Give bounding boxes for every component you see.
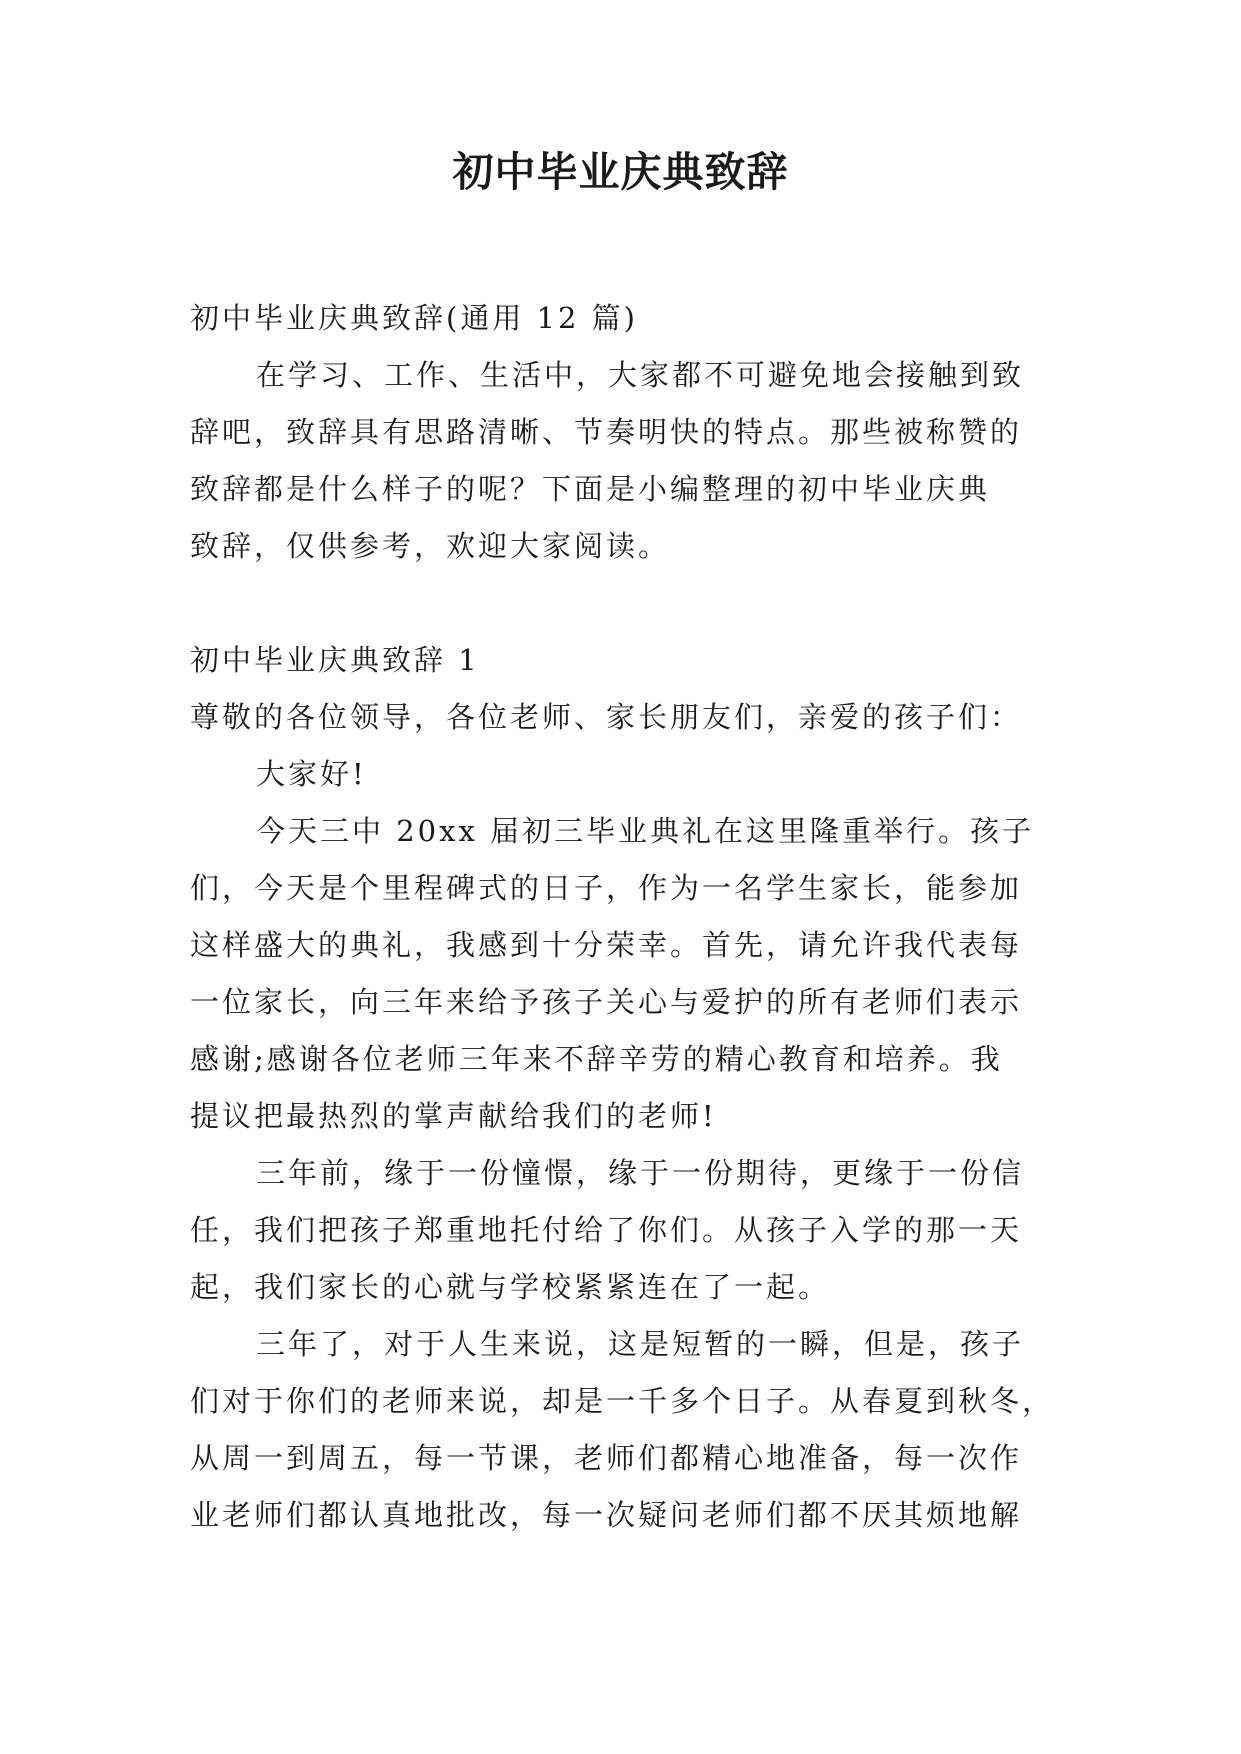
text-line: 们，今天是个里程碑式的日子，作为一名学生家长，能参加 (190, 871, 1023, 905)
text-line: 感谢;感谢各位老师三年来不辞辛劳的精心教育和培养。我 (190, 1042, 1003, 1076)
document-title: 初中毕业庆典致辞 (452, 148, 789, 196)
paragraph-spacer (190, 575, 1050, 632)
paragraph-1 (190, 803, 1050, 1145)
text-line: 三年前，缘于一份憧憬，缘于一份期待，更缘于一份信 (256, 1156, 1025, 1190)
section-heading: 初中毕业庆典致辞 1 (190, 643, 480, 677)
text-line: 辞吧，致辞具有思路清晰、节奏明快的特点。那些被称赞的 (190, 415, 1023, 449)
text-line: 提议把最热烈的掌声献给我们的老师! (190, 1099, 717, 1133)
text-line: 这样盛大的典礼，我感到十分荣幸。首先，请允许我代表每 (190, 928, 1023, 962)
document-subtitle: 初中毕业庆典致辞(通用 12 篇) (190, 301, 638, 335)
text-line: 一位家长，向三年来给予孩子关心与爱护的所有老师们表示 (190, 985, 1023, 1019)
text-line: 今天三中 20xx 届初三毕业典礼在这里隆重举行。孩子 (256, 814, 1035, 848)
intro-paragraph (190, 347, 1050, 575)
paragraph-3 (190, 1316, 1055, 1544)
salutation: 尊敬的各位领导，各位老师、家长朋友们，亲爱的孩子们： (190, 700, 1023, 734)
text-line: 起，我们家长的心就与学校紧紧连在了一起。 (190, 1270, 831, 1304)
text-line: 三年了，对于人生来说，这是短暂的一瞬，但是，孩子 (256, 1327, 1025, 1361)
text-line: 致辞，仅供参考，欢迎大家阅读。 (190, 529, 671, 563)
paragraph-2 (190, 1145, 1050, 1316)
text-line: 任，我们把孩子郑重地托付给了你们。从孩子入学的那一天 (190, 1213, 1023, 1247)
text-line: 在学习、工作、生活中，大家都不可避免地会接触到致 (256, 358, 1025, 392)
text-line: 从周一到周五，每一节课，老师们都精心地准备，每一次作 (190, 1441, 1023, 1475)
text-line: 业老师们都认真地批改，每一次疑问老师们都不厌其烦地解 (190, 1498, 1023, 1532)
text-line: 们对于你们的老师来说，却是一千多个日子。从春夏到秋冬， (190, 1384, 1055, 1418)
text-line: 致辞都是什么样子的呢？下面是小编整理的初中毕业庆典 (190, 472, 991, 506)
greeting: 大家好! (256, 757, 367, 791)
document-body (190, 290, 1055, 1544)
